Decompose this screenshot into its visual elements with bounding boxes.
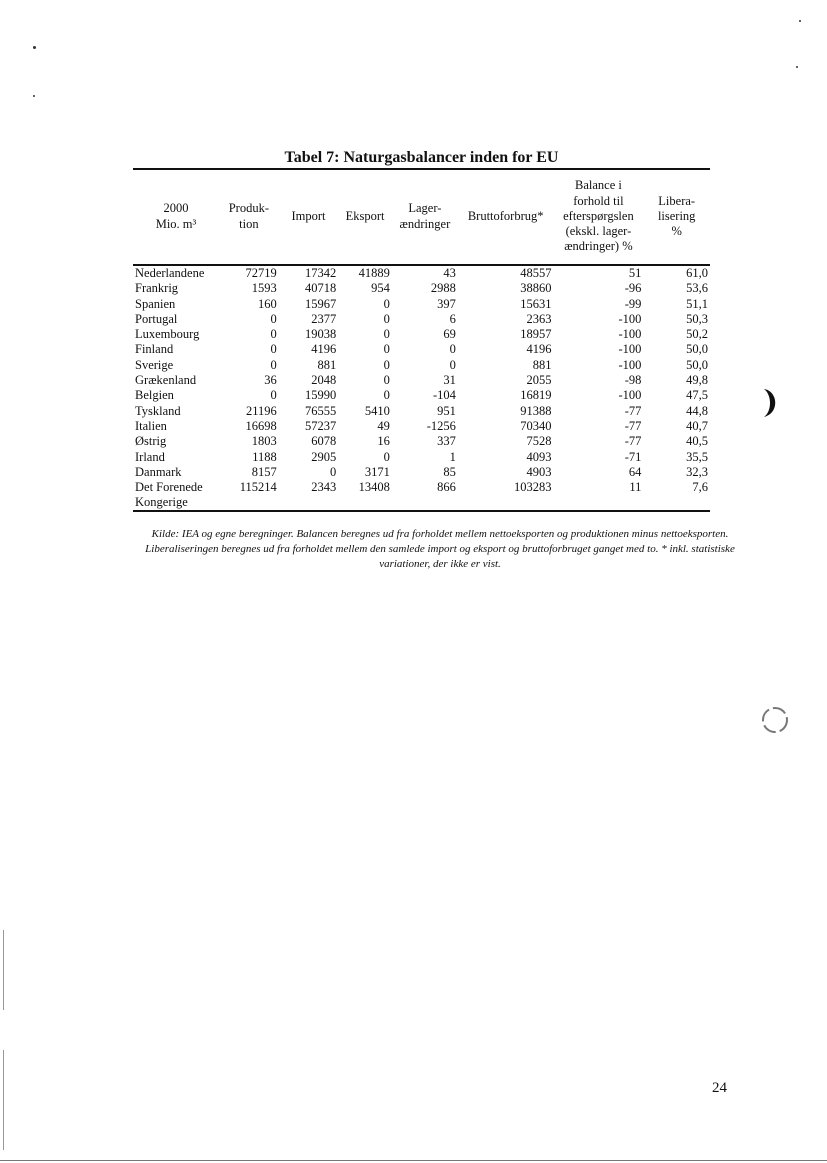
table-header-row <box>133 169 710 265</box>
cell-eksport: 0 <box>383 388 390 403</box>
cell-eksport: 954 <box>371 281 390 296</box>
cell-produktion: 21196 <box>245 403 277 418</box>
cell-country: Finland <box>135 342 174 357</box>
cell-liberalisering: 61,0 <box>686 266 708 280</box>
binder-ring-mark <box>760 702 790 738</box>
header-liberalisering-label: Libera- lisering % <box>657 193 696 239</box>
table-row <box>133 419 710 434</box>
cell-produktion: 1593 <box>251 281 277 296</box>
cell-brutto: 70340 <box>520 418 552 433</box>
header-lager <box>392 169 458 265</box>
cell-liberalisering: 50,0 <box>686 357 708 372</box>
table-row <box>133 297 710 312</box>
cell-country: Sverige <box>135 357 174 372</box>
table-row <box>133 327 710 342</box>
scan-edge-line <box>3 930 4 1010</box>
cell-eksport: 0 <box>383 357 390 372</box>
cell-liberalisering: 44,8 <box>686 403 708 418</box>
cell-brutto: 91388 <box>520 403 552 418</box>
table-row <box>133 373 710 388</box>
cell-balance: -98 <box>624 373 642 388</box>
gas-balance-table <box>133 168 710 512</box>
cell-import: 57237 <box>304 418 337 433</box>
cell-produktion: 1803 <box>251 434 277 449</box>
cell-brutto: 2055 <box>526 373 552 388</box>
cell-import: 2905 <box>311 449 337 464</box>
cell-import: 881 <box>317 357 337 372</box>
header-unit-label: Mio. m³ <box>155 216 197 231</box>
cell-brutto: 103283 <box>513 480 552 495</box>
header-import: Import <box>291 208 326 223</box>
cell-balance: -100 <box>618 388 642 403</box>
table-row <box>133 388 710 403</box>
cell-balance: 11 <box>629 480 642 495</box>
cell-country: Spanien <box>135 296 176 311</box>
cell-balance: -100 <box>618 311 642 326</box>
cell-balance: -99 <box>624 296 642 311</box>
cell-produktion: 1188 <box>252 449 277 464</box>
cell-produktion: 16698 <box>245 418 277 433</box>
cell-balance: -96 <box>624 281 642 296</box>
cell-eksport: 5410 <box>364 403 390 418</box>
cell-liberalisering: 47,5 <box>686 388 708 403</box>
cell-balance: 64 <box>628 464 642 479</box>
cell-produktion: 72719 <box>245 266 277 280</box>
cell-country <box>133 480 219 511</box>
cell-lager: 951 <box>437 403 456 418</box>
cell-import: 15967 <box>304 296 337 311</box>
cell-eksport: 0 <box>383 327 390 342</box>
cell-country: Nederlandene <box>135 266 205 280</box>
cell-lager: -1256 <box>426 418 456 433</box>
cell-liberalisering: 40,5 <box>686 434 708 449</box>
header-produktion-label: Produk- tion <box>228 201 270 231</box>
table-row <box>133 480 710 511</box>
cell-country: Italien <box>135 418 167 433</box>
cell-brutto: 4196 <box>526 342 552 357</box>
cell-lager: 43 <box>443 266 456 280</box>
cell-balance: -77 <box>624 403 642 418</box>
cell-country: Portugal <box>135 311 178 326</box>
cell-liberalisering: 51,1 <box>686 296 708 311</box>
cell-lager: 1 <box>449 449 456 464</box>
table-row <box>133 465 710 480</box>
cell-liberalisering: 50,2 <box>686 327 708 342</box>
cell-produktion: 115214 <box>239 480 277 495</box>
cell-brutto: 881 <box>532 357 552 372</box>
cell-country: Danmark <box>135 464 182 479</box>
cell-balance: -77 <box>624 418 642 433</box>
cell-liberalisering: 40,7 <box>686 418 708 433</box>
cell-import: 2377 <box>311 311 337 326</box>
header-unit-year: 2000 <box>163 201 189 216</box>
page-number: 24 <box>712 1080 727 1096</box>
cell-lager: 0 <box>449 357 456 372</box>
cell-lager: 85 <box>443 464 456 479</box>
cell-lager: 2988 <box>430 281 456 296</box>
cell-eksport: 0 <box>383 296 390 311</box>
cell-country: Østrig <box>135 434 167 449</box>
cell-eksport: 13408 <box>358 480 390 495</box>
cell-brutto: 4093 <box>526 449 552 464</box>
cell-produktion: 36 <box>264 373 277 388</box>
cell-produktion: 0 <box>270 327 277 342</box>
cell-import: 40718 <box>304 281 337 296</box>
cell-eksport: 41889 <box>358 266 390 280</box>
scan-speck <box>796 66 798 68</box>
source-note: Kilde: IEA og egne beregninger. Balancen beregnes ud fra forholdet mellem nettoeksporten og produktionen minus nettoeksporten. Liberaliseringen beregnes ud fra forholdet mellem den samlede import og eksport og bruttoforbruget ganget med to. * inkl. statistiske variationer, der ikke er vist. <box>145 528 735 570</box>
table-row <box>133 358 710 373</box>
scan-edge-line <box>0 1160 827 1161</box>
cell-balance: -100 <box>618 342 642 357</box>
header-unit <box>133 169 219 265</box>
cell-balance: -100 <box>618 357 642 372</box>
cell-lager: 866 <box>437 480 456 495</box>
cell-lager: -104 <box>432 388 456 403</box>
cell-balance: -100 <box>618 327 642 342</box>
cell-liberalisering: 32,3 <box>686 464 708 479</box>
table-row <box>133 265 710 281</box>
cell-produktion: 0 <box>270 311 277 326</box>
cell-import: 17342 <box>304 266 337 280</box>
cell-brutto: 2363 <box>526 311 552 326</box>
cell-liberalisering: 50,3 <box>686 311 708 326</box>
header-brutto: Bruttoforbrug* <box>467 208 544 223</box>
cell-brutto: 38860 <box>520 281 552 296</box>
cell-brutto: 48557 <box>520 266 552 280</box>
cell-country: Tyskland <box>135 403 181 418</box>
cell-eksport: 0 <box>383 342 390 357</box>
table-row <box>133 312 710 327</box>
cell-brutto: 15631 <box>520 296 552 311</box>
cell-import: 76555 <box>304 403 337 418</box>
cell-lager: 0 <box>449 342 456 357</box>
cell-produktion: 8157 <box>251 464 277 479</box>
cell-import: 2343 <box>311 480 337 495</box>
cell-country: Luxembourg <box>135 327 200 342</box>
header-eksport: Eksport <box>345 208 385 223</box>
cell-liberalisering: 50,0 <box>686 342 708 357</box>
cell-liberalisering: 49,8 <box>686 373 708 388</box>
scan-speck <box>33 95 35 97</box>
cell-brutto: 4903 <box>526 464 552 479</box>
cell-import: 4196 <box>311 342 337 357</box>
cell-import: 6078 <box>311 434 337 449</box>
cell-brutto: 7528 <box>526 434 552 449</box>
cell-liberalisering: 53,6 <box>686 281 708 296</box>
cell-country-text: Det Forenede Kongerige <box>135 480 203 510</box>
cell-import: 0 <box>329 464 337 479</box>
header-lager-label: Lager- ændringer <box>399 201 451 231</box>
scan-edge-line <box>3 1050 4 1150</box>
cell-balance: -77 <box>624 434 642 449</box>
scan-speck <box>799 20 801 22</box>
cell-eksport: 0 <box>383 373 390 388</box>
cell-liberalisering: 35,5 <box>686 449 708 464</box>
cell-produktion: 0 <box>270 357 277 372</box>
cell-eksport: 0 <box>383 311 390 326</box>
cell-eksport: 49 <box>377 418 390 433</box>
cell-produktion: 0 <box>270 342 277 357</box>
header-balance <box>553 169 643 265</box>
cell-produktion: 160 <box>258 296 277 311</box>
scan-speck <box>33 46 36 49</box>
cell-liberalisering: 7,6 <box>692 480 708 495</box>
cell-country: Belgien <box>135 388 174 403</box>
cell-lager: 69 <box>443 327 456 342</box>
table-row <box>133 450 710 465</box>
header-produktion <box>219 169 279 265</box>
cell-balance: 51 <box>628 266 642 280</box>
cell-country: Frankrig <box>135 281 179 296</box>
header-liberalisering <box>643 169 710 265</box>
table-row <box>133 281 710 296</box>
table-row <box>133 434 710 449</box>
cell-lager: 337 <box>437 434 456 449</box>
header-balance-label: Balance i forhold til efterspørgslen (ekskl. lager- ændringer) % <box>563 178 634 254</box>
cell-eksport: 3171 <box>364 464 390 479</box>
cell-brutto: 16819 <box>520 388 552 403</box>
cell-lager: 31 <box>443 373 456 388</box>
cell-lager: 6 <box>449 311 456 326</box>
cell-import: 15990 <box>304 388 337 403</box>
table-title: Tabel 7: Naturgasbalancer inden for EU <box>284 149 559 166</box>
cell-brutto: 18957 <box>520 327 552 342</box>
cell-import: 2048 <box>311 373 337 388</box>
cell-eksport: 16 <box>377 434 390 449</box>
cell-eksport: 0 <box>383 449 390 464</box>
binder-hole-mark <box>758 385 784 421</box>
cell-import: 19038 <box>304 327 337 342</box>
cell-country: Grækenland <box>135 373 197 388</box>
cell-balance: -71 <box>624 449 642 464</box>
table-row <box>133 404 710 419</box>
cell-country: Irland <box>135 449 165 464</box>
table-body <box>133 265 710 511</box>
cell-lager: 397 <box>437 296 456 311</box>
cell-produktion: 0 <box>270 388 277 403</box>
table-row <box>133 342 710 357</box>
